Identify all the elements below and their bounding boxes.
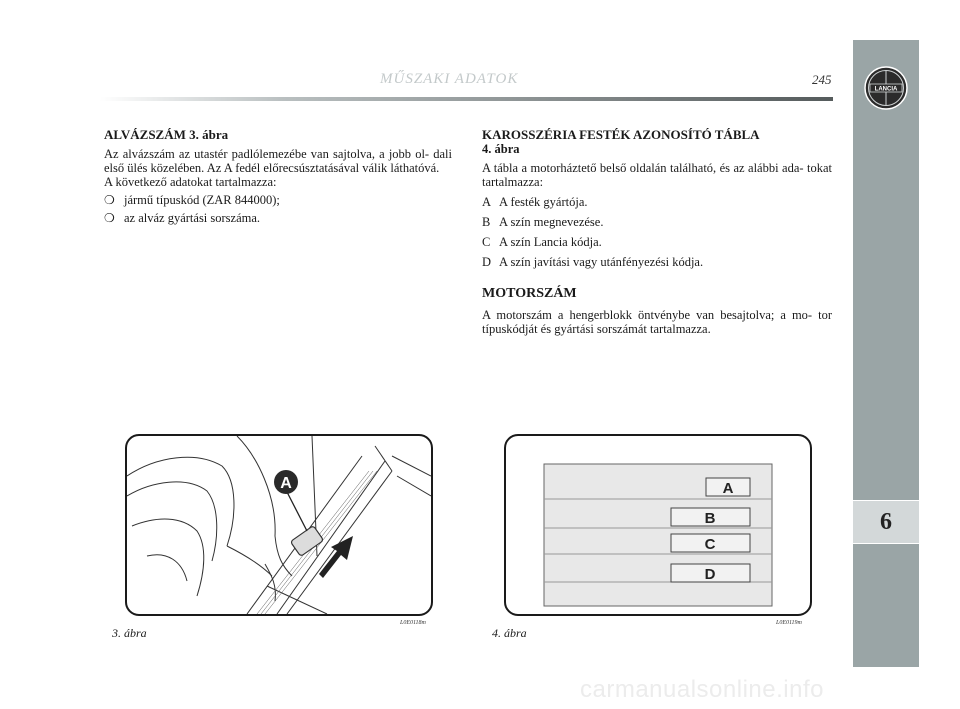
list-item-key: C (482, 235, 491, 249)
list-item (482, 255, 832, 269)
vin-heading: ALVÁZSZÁM 3. ábra (104, 127, 229, 142)
list-item-key: A (482, 195, 492, 209)
list-item (104, 193, 452, 207)
list-item (104, 211, 452, 225)
list-item-text: jármű típuskód (ZAR 844000); (124, 193, 280, 207)
plate-label-c: C (704, 536, 716, 553)
arrow-icon (319, 536, 353, 578)
header-rule (100, 97, 833, 101)
side-bar (853, 40, 919, 667)
figure-4-code: L0E0119m (776, 620, 802, 626)
paint-plate-heading-line2: 4. ábra (482, 142, 520, 156)
figure-4-caption: 4. ábra (492, 626, 527, 640)
chapter-tab[interactable] (853, 500, 919, 544)
paint-plate-drawing (506, 436, 810, 614)
figure-4-illustration (504, 434, 812, 616)
list-item (482, 195, 832, 209)
figure-3-illustration (125, 434, 433, 616)
engine-number-paragraph: A motorszám a hengerblokk öntvénybe van besajtolva; a mo- tor típuskódját és gyártási sorszámát tartalmazza. (482, 308, 832, 336)
engine-number-heading: MOTORSZÁM (482, 286, 577, 301)
list-item (482, 215, 832, 229)
chapter-number: 6 (880, 508, 892, 535)
plate-label-d: D (704, 566, 716, 583)
paint-plate-intro: A tábla a motorháztető belső oldalán található, és az alábbi ada- tokat tartalmazza: (482, 161, 832, 189)
plate-label-a: A (722, 480, 734, 497)
logo-text: LANCIA (874, 86, 898, 93)
watermark: carmanualsonline.info (580, 676, 824, 703)
vin-paragraph: Az alvázszám az utastér padlólemezébe van sajtolva, a jobb ol- dali első ülés közelében. Az A fedél előrecsúsztatásával válik láthatóvá. (104, 147, 452, 175)
lancia-logo (863, 65, 909, 111)
list-item-text: A szín megnevezése. (499, 215, 604, 229)
list-item (482, 235, 832, 249)
list-item-key: D (482, 255, 492, 269)
plate-label-b: B (704, 510, 716, 527)
seat-floor-drawing (127, 436, 431, 614)
list-item-text: A festék gyártója. (499, 195, 588, 209)
list-item-text: az alváz gyártási sorszáma. (124, 211, 261, 225)
bullet-icon: ❍ (104, 211, 115, 225)
right-column (482, 128, 832, 340)
callout-label: A (280, 475, 292, 492)
paint-plate-heading (482, 128, 832, 156)
figure-3-caption: 3. ábra (112, 626, 147, 640)
figure-3-code: L0E0118m (400, 620, 426, 626)
paint-plate-heading-line1: KAROSSZÉRIA FESTÉK AZONOSÍTÓ TÁBLA (482, 127, 760, 142)
bullet-icon: ❍ (104, 193, 115, 207)
page-number: 245 (812, 72, 832, 87)
vin-contents-intro: A következő adatokat tartalmazza: (104, 175, 277, 189)
section-title: MŰSZAKI ADATOK (380, 71, 519, 87)
list-item-key: B (482, 215, 491, 229)
list-item-text: A szín Lancia kódja. (499, 235, 602, 249)
list-item-text: A szín javítási vagy utánfényezési kódja. (499, 255, 704, 269)
left-column (104, 128, 452, 229)
